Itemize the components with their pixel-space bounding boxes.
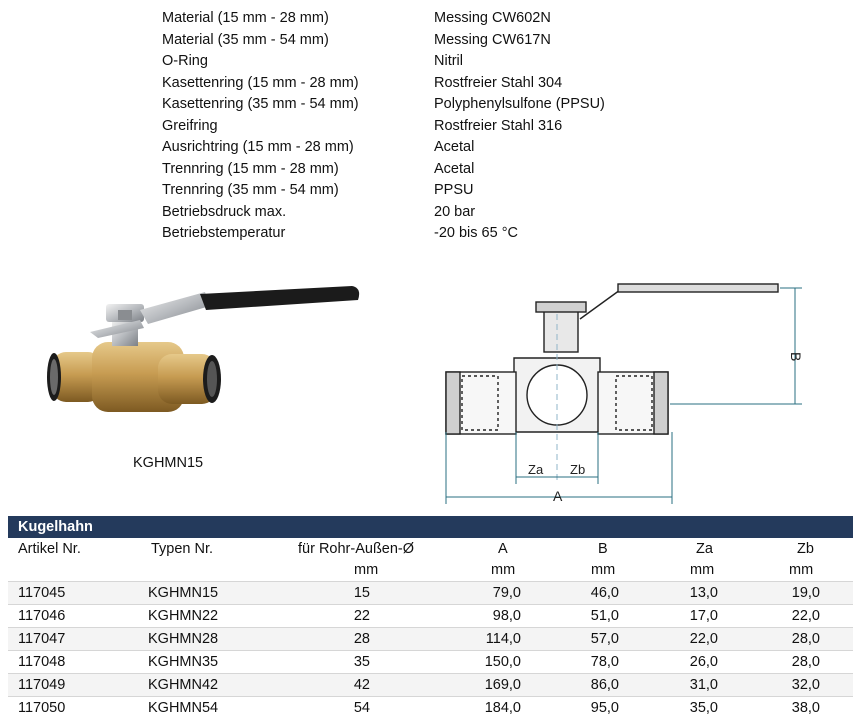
cell-b: 57,0 bbox=[590, 631, 619, 647]
product-table bbox=[8, 538, 853, 719]
cell-rohr: 42 bbox=[353, 677, 370, 693]
cell-a: 114,0 bbox=[485, 631, 521, 647]
spec-label: Kasettenring (15 mm - 28 mm) bbox=[162, 74, 359, 91]
spec-label: Trennring (35 mm - 54 mm) bbox=[162, 182, 339, 198]
cell-artikel: 117048 bbox=[18, 654, 66, 670]
spec-value: Polyphenylsulfone (PPSU) bbox=[434, 96, 605, 112]
cell-a: 150,0 bbox=[484, 654, 521, 670]
spec-label: Betriebsdruck max. bbox=[162, 203, 287, 220]
unit-zb: mm bbox=[789, 562, 814, 578]
cell-typen: KGHMN42 bbox=[148, 677, 219, 693]
spec-row bbox=[162, 116, 662, 138]
spec-value: Nitril bbox=[434, 53, 463, 69]
cell-za: 13,0 bbox=[689, 585, 718, 601]
spec-value: Rostfreier Stahl 316 bbox=[434, 117, 563, 134]
cell-zb: 38,0 bbox=[791, 700, 820, 716]
table-row bbox=[8, 696, 853, 719]
cell-a: 79,0 bbox=[492, 585, 521, 601]
spec-row bbox=[162, 51, 662, 73]
spec-label: Material (15 mm - 28 mm) bbox=[162, 10, 329, 26]
cell-za: 26,0 bbox=[689, 654, 718, 670]
cell-rohr: 54 bbox=[353, 700, 370, 716]
header-zb: Zb bbox=[797, 541, 814, 557]
spec-value: PPSU bbox=[434, 182, 474, 198]
cell-zb: 28,0 bbox=[791, 654, 820, 670]
cell-zb: 28,0 bbox=[791, 631, 820, 647]
spec-label: Trennring (15 mm - 28 mm) bbox=[162, 160, 339, 177]
unit-b: mm bbox=[591, 562, 616, 578]
spec-value: Acetal bbox=[434, 139, 475, 155]
cell-artikel: 117049 bbox=[18, 677, 66, 693]
spec-row bbox=[162, 137, 662, 159]
unit-a: mm bbox=[491, 562, 516, 578]
cell-a: 184,0 bbox=[484, 700, 521, 716]
cell-b: 46,0 bbox=[590, 585, 619, 601]
cell-typen: KGHMN15 bbox=[148, 585, 219, 601]
technical-drawing bbox=[440, 272, 820, 512]
cell-rohr: 22 bbox=[353, 608, 370, 624]
spec-label: Greifring bbox=[162, 117, 218, 134]
spec-label: O-Ring bbox=[162, 53, 208, 69]
spec-value: 20 bar bbox=[434, 203, 476, 220]
cell-typen: KGHMN54 bbox=[148, 700, 219, 716]
header-b: B bbox=[598, 541, 608, 557]
spec-label: Kasettenring (35 mm - 54 mm) bbox=[162, 96, 359, 112]
spec-value: Messing CW617N bbox=[434, 31, 551, 48]
table-header-row bbox=[8, 538, 853, 560]
spec-label: Material (35 mm - 54 mm) bbox=[162, 31, 329, 48]
table-row bbox=[8, 673, 853, 696]
header-artikel: Artikel Nr. bbox=[18, 541, 81, 557]
spec-value: Rostfreier Stahl 304 bbox=[434, 74, 563, 91]
spec-row bbox=[162, 159, 662, 181]
cell-za: 31,0 bbox=[689, 677, 718, 693]
cell-artikel: 117046 bbox=[18, 608, 66, 624]
table-row bbox=[8, 650, 853, 673]
cell-typen: KGHMN22 bbox=[148, 608, 219, 624]
table-row bbox=[8, 604, 853, 627]
cell-a: 98,0 bbox=[492, 608, 521, 624]
photo-caption: KGHMN15 bbox=[133, 455, 204, 471]
cell-artikel: 117050 bbox=[18, 700, 66, 716]
cell-za: 17,0 bbox=[689, 608, 718, 624]
cell-zb: 22,0 bbox=[791, 608, 820, 624]
cell-a: 169,0 bbox=[484, 677, 521, 693]
cell-artikel: 117045 bbox=[18, 585, 66, 601]
header-a: A bbox=[498, 541, 508, 557]
spec-value: -20 bis 65 °C bbox=[434, 225, 518, 241]
header-typen: Typen Nr. bbox=[151, 541, 214, 557]
spec-list bbox=[162, 8, 662, 245]
cell-zb: 32,0 bbox=[791, 677, 820, 693]
spec-row bbox=[162, 223, 662, 245]
cell-rohr: 15 bbox=[353, 585, 370, 601]
cell-b: 86,0 bbox=[590, 677, 619, 693]
unit-za: mm bbox=[690, 562, 715, 578]
cell-typen: KGHMN28 bbox=[148, 631, 219, 647]
spec-row bbox=[162, 73, 662, 95]
cell-b: 51,0 bbox=[590, 608, 619, 624]
header-za: Za bbox=[696, 541, 713, 557]
spec-row bbox=[162, 30, 662, 52]
cell-rohr: 35 bbox=[353, 654, 370, 670]
dimension-label-a: A bbox=[553, 488, 563, 504]
table-row bbox=[8, 627, 853, 650]
spec-row bbox=[162, 180, 662, 202]
spec-label: Ausrichtring (15 mm - 28 mm) bbox=[162, 139, 354, 155]
cell-za: 22,0 bbox=[689, 631, 718, 647]
spec-row bbox=[162, 202, 662, 224]
unit-rohr: mm bbox=[354, 562, 379, 578]
cell-rohr: 28 bbox=[353, 631, 370, 647]
cell-artikel: 117047 bbox=[18, 631, 66, 647]
spec-value: Messing CW602N bbox=[434, 10, 551, 26]
product-photo bbox=[40, 280, 370, 430]
spec-label: Betriebstemperatur bbox=[162, 225, 286, 241]
cell-typen: KGHMN35 bbox=[148, 654, 219, 670]
cell-za: 35,0 bbox=[689, 700, 718, 716]
dimension-label-za: Za bbox=[528, 462, 544, 477]
cell-b: 95,0 bbox=[590, 700, 619, 716]
spec-value: Acetal bbox=[434, 160, 475, 177]
cell-zb: 19,0 bbox=[791, 585, 820, 601]
dimension-label-zb: Zb bbox=[570, 462, 586, 477]
table-units-row bbox=[8, 560, 853, 581]
table-title: Kugelhahn bbox=[8, 516, 853, 538]
spec-row bbox=[162, 94, 662, 116]
table-row bbox=[8, 581, 853, 604]
dimension-label-b: B bbox=[788, 352, 804, 362]
cell-b: 78,0 bbox=[590, 654, 619, 670]
header-rohr: für Rohr-Außen-Ø bbox=[298, 541, 415, 557]
spec-row bbox=[162, 8, 662, 30]
